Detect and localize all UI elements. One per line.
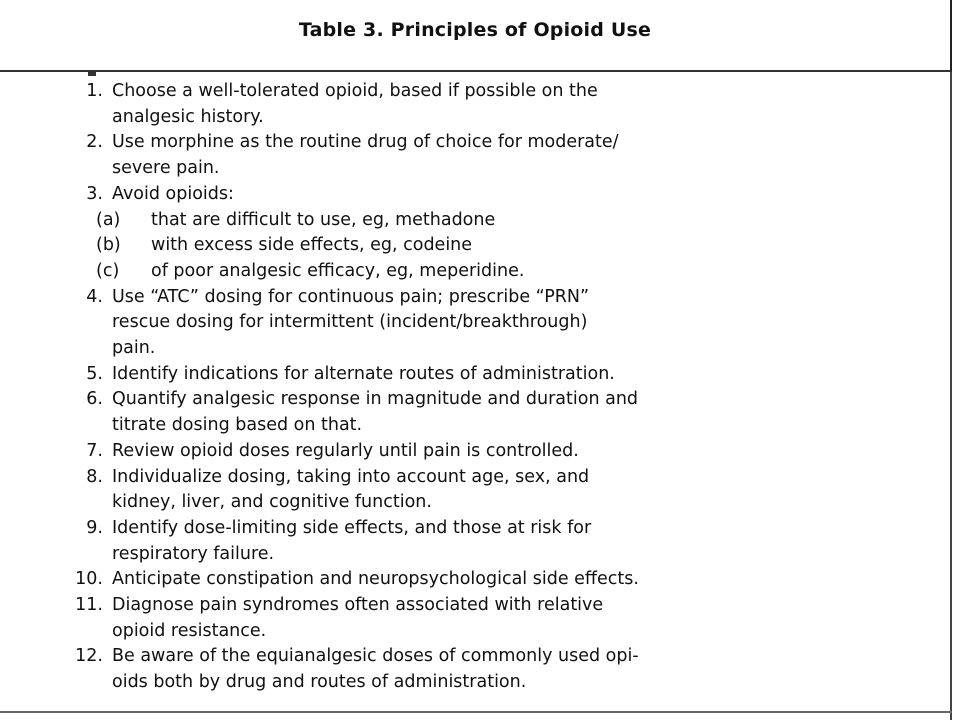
subitem-letter: (a) — [96, 209, 121, 230]
table-title: Table 3. Principles of Opioid Use — [298, 19, 652, 41]
list-item-9 — [0, 516, 902, 567]
item-line: Identify dose-limiting side effects, and those at risk for — [112, 517, 592, 538]
item-line: respiratory failure. — [112, 543, 275, 564]
table-header-box — [0, 0, 952, 72]
item-line: kidney, liver, and cognitive function. — [112, 492, 432, 513]
list-item-12 — [0, 644, 902, 695]
item-number: 8. — [86, 466, 103, 487]
list-item-4 — [0, 285, 902, 362]
item-number: 10. — [75, 569, 103, 590]
principles-list — [0, 79, 902, 696]
item-line: titrate dosing based on that. — [112, 415, 363, 436]
list-item-5 — [0, 362, 902, 388]
item-line: of poor analgesic efficacy, eg, meperidine. — [151, 260, 525, 281]
item-line: opioid resistance. — [112, 620, 267, 641]
item-line: Quantify analgesic response in magnitude and duration and — [112, 389, 639, 410]
item-line: Avoid opioids: — [112, 183, 234, 204]
list-subitem-a — [0, 208, 902, 234]
list-item-3 — [0, 182, 902, 208]
item-line: Anticipate constipation and neuropsychological side effects. — [112, 569, 639, 590]
item-number: 3. — [86, 183, 103, 204]
list-item-10 — [0, 567, 902, 593]
item-line: pain. — [112, 338, 156, 359]
item-number: 1. — [86, 81, 103, 101]
item-line: analgesic history. — [112, 106, 264, 127]
item-number: 9. — [86, 517, 103, 538]
item-line: with excess side effects, eg, codeine — [151, 235, 473, 256]
item-number: 4. — [86, 286, 103, 307]
item-line: that are difficult to use, eg, methadone — [151, 209, 496, 230]
list-item-6 — [0, 387, 902, 438]
item-line: Individualize dosing, taking into account age, sex, and — [112, 466, 590, 487]
item-line: Choose a well-tolerated opioid, based if possible on the — [112, 81, 598, 101]
item-line: oids both by drug and routes of administration. — [112, 672, 527, 693]
item-line: Identify indications for alternate routes of administration. — [112, 363, 615, 384]
list-item-11 — [0, 593, 902, 644]
list-item-8 — [0, 465, 902, 516]
subitem-letter: (b) — [96, 235, 121, 256]
list-item-2 — [0, 130, 902, 181]
list-subitem-b — [0, 233, 902, 259]
header-tick-mark — [88, 71, 96, 76]
item-line: rescue dosing for intermittent (incident/breakthrough) — [112, 312, 588, 333]
item-line: severe pain. — [112, 158, 220, 179]
item-number: 12. — [75, 646, 103, 667]
item-number: 5. — [86, 363, 103, 384]
item-line: Use “ATC” dosing for continuous pain; prescribe “PRN” — [112, 286, 590, 307]
item-number: 6. — [86, 389, 103, 410]
item-line: Review opioid doses regularly until pain is controlled. — [112, 440, 579, 461]
item-line: Diagnose pain syndromes often associated with relative — [112, 595, 604, 616]
right-border-rule — [950, 72, 952, 720]
list-subitem-c — [0, 259, 902, 285]
item-number: 2. — [86, 132, 103, 153]
item-line: Use morphine as the routine drug of choice for moderate/ — [112, 132, 619, 153]
list-item-7 — [0, 439, 902, 465]
item-number: 7. — [86, 440, 103, 461]
item-number: 11. — [75, 595, 103, 616]
list-item-1 — [0, 79, 902, 130]
subitem-letter: (c) — [96, 260, 120, 281]
bottom-border-rule — [0, 711, 952, 713]
item-line: Be aware of the equianalgesic doses of commonly used opi- — [112, 646, 639, 667]
